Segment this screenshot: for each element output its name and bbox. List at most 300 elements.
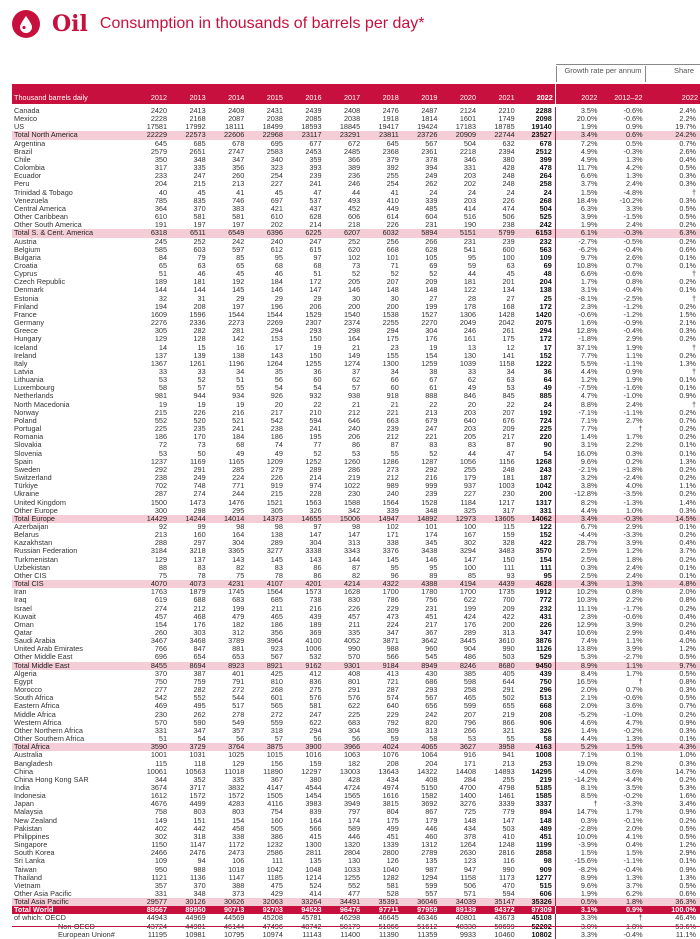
- share-value: 1.6%: [679, 791, 696, 801]
- year-value: 63: [506, 375, 515, 385]
- share-value: 1.4%: [679, 497, 696, 507]
- year-value: 44: [352, 187, 361, 197]
- year-value: 565: [270, 701, 283, 711]
- year-value: 6511: [169, 229, 208, 237]
- year-value: 1286: [382, 456, 399, 466]
- year-value: 357: [232, 725, 245, 735]
- year-value: 54: [313, 383, 322, 393]
- year-value: 33: [197, 367, 206, 376]
- year-value: 22: [506, 399, 515, 409]
- year-value: 1879: [189, 587, 206, 597]
- growth-value: -4.0%: [578, 766, 598, 776]
- growth-value: 0.5%: [555, 898, 599, 906]
- year-value: 2336: [189, 318, 206, 328]
- year-value: 589: [347, 823, 361, 833]
- row-label: Saudi Arabia: [14, 636, 56, 646]
- growth-value: 12.8%: [576, 326, 598, 336]
- year-value: 503: [502, 652, 515, 662]
- share-value: 3.7%: [679, 546, 696, 556]
- growth-value: 10.0%: [576, 831, 598, 841]
- year-value: 678: [232, 138, 245, 148]
- year-value: 370: [193, 880, 206, 890]
- year-value: 495: [193, 701, 206, 711]
- share-value: 1.5%: [679, 309, 696, 319]
- year-value: 204: [154, 179, 168, 189]
- year-value: 13003: [339, 766, 361, 776]
- row-label: Other Northern Africa: [14, 725, 83, 735]
- year-value: 14014: [208, 515, 247, 523]
- value-2022: 54: [517, 450, 556, 458]
- page-title-bar: [12, 8, 425, 40]
- row-label: Denmark: [14, 285, 44, 295]
- year-value: 249: [193, 473, 206, 483]
- growth-value: †: [638, 913, 643, 923]
- year-value: 126: [386, 856, 399, 866]
- year-value: 702: [154, 481, 168, 491]
- year-value: 228: [309, 489, 322, 499]
- year-value: 196: [270, 301, 283, 311]
- value-2022: 36: [517, 368, 556, 376]
- year-value: 43673: [494, 913, 515, 923]
- value-2022: 24: [517, 401, 556, 409]
- year-value: 748: [193, 481, 206, 491]
- year-value: 239: [502, 236, 515, 246]
- year-value: 289: [309, 464, 322, 474]
- year-value: 612: [270, 244, 283, 254]
- year-value: 235: [193, 424, 206, 434]
- year-value: 118: [194, 758, 206, 768]
- year-value: 567: [425, 138, 438, 148]
- year-value: 4388: [401, 580, 440, 588]
- share-value: 0.1%: [679, 285, 696, 295]
- year-value: 614: [386, 212, 399, 222]
- year-value: 57: [197, 383, 206, 393]
- row-label: Non-OECD: [58, 921, 95, 931]
- year-value: 98: [352, 521, 361, 531]
- year-value: 209: [502, 424, 515, 434]
- year-value: 323: [270, 163, 283, 173]
- year-value: 229: [386, 709, 399, 719]
- year-value: 503: [502, 823, 515, 833]
- year-value: 1540: [343, 309, 361, 319]
- row-label: Taiwan: [14, 864, 37, 874]
- growth-value: 1.2%: [580, 375, 598, 385]
- year-value: 1259: [421, 358, 438, 368]
- year-value: 1185: [267, 872, 283, 882]
- value-2022: 885: [517, 392, 556, 400]
- year-value: 216: [232, 407, 245, 417]
- row-label: United Arab Emirates: [14, 644, 83, 654]
- year-value: 460: [425, 831, 438, 841]
- row-label: European Union#: [58, 929, 115, 939]
- share-value: 0.5%: [679, 831, 696, 841]
- growth-value: 1.1%: [625, 350, 643, 360]
- year-value: 56: [236, 734, 245, 744]
- value-2022: 2288: [517, 107, 556, 115]
- year-value: 182: [232, 619, 245, 629]
- growth-value: -0.3%: [599, 515, 644, 523]
- year-value: 164: [347, 334, 361, 344]
- growth-value: -7.1%: [578, 407, 598, 417]
- value-2022: 138: [517, 286, 556, 294]
- consumption-table: [12, 84, 700, 939]
- year-value: 52: [197, 375, 206, 385]
- year-value: 387: [193, 668, 206, 678]
- year-value: 1248: [498, 840, 515, 850]
- year-value: 92703: [246, 906, 285, 914]
- year-value: 392: [386, 163, 399, 173]
- value-2022: 529: [517, 653, 556, 661]
- year-value: 506: [463, 880, 477, 890]
- growth-value: 9.6%: [580, 880, 598, 890]
- year-value: 393: [309, 163, 322, 173]
- year-value: 66: [390, 375, 399, 385]
- growth-value: 3.5%: [625, 782, 643, 792]
- year-value: 2038: [343, 114, 361, 124]
- year-value: 298: [193, 505, 206, 515]
- share-value: 2.0%: [679, 587, 696, 597]
- year-value: 274: [193, 489, 206, 499]
- year-value: 3627: [439, 743, 478, 751]
- year-value: 46: [197, 269, 206, 279]
- year-value: 273: [386, 464, 399, 474]
- share-value: 0.2%: [679, 220, 696, 230]
- year-value: 771: [232, 481, 245, 491]
- value-2022: 1420: [517, 311, 556, 319]
- year-value: 601: [270, 693, 283, 703]
- value-2022: 750: [517, 678, 556, 686]
- year-value: 292: [154, 464, 168, 474]
- value-2022: 1585: [517, 792, 556, 800]
- value-2022: 258: [517, 180, 556, 188]
- year-value: 199: [463, 603, 477, 613]
- growth-value: 1.7%: [580, 277, 598, 287]
- column-header: 2014: [208, 84, 247, 104]
- year-value: 1528: [421, 497, 438, 507]
- year-value: 2038: [266, 114, 283, 124]
- year-value: 4974: [382, 782, 399, 792]
- share-value: 14.5%: [645, 515, 700, 523]
- year-value: 388: [232, 880, 245, 890]
- year-value: 252: [347, 236, 361, 246]
- value-2022: 606: [517, 890, 556, 898]
- growth-value: -1.2%: [623, 309, 643, 319]
- year-value: 339: [425, 195, 438, 205]
- year-value: 990: [502, 644, 515, 654]
- share-value: 0.2%: [679, 473, 696, 483]
- year-value: 78: [197, 570, 206, 580]
- year-value: 521: [232, 415, 245, 425]
- growth-value: -2.8%: [578, 823, 598, 833]
- year-value: 1165: [228, 456, 245, 466]
- year-value: 3966: [324, 743, 363, 751]
- growth-value: 3.6%: [625, 701, 643, 711]
- year-value: 282: [193, 326, 206, 336]
- row-label: Peru: [14, 179, 30, 189]
- year-value: 1076: [382, 750, 399, 760]
- year-value: 247: [309, 709, 322, 719]
- year-value: 5799: [478, 229, 517, 237]
- year-value: 18845: [339, 122, 361, 132]
- share-value: 4.8%: [645, 580, 700, 588]
- growth-value: †: [638, 424, 643, 434]
- year-value: 1527: [421, 309, 438, 319]
- year-value: 93: [506, 570, 515, 580]
- year-value: 52: [429, 269, 438, 279]
- value-2022: 122: [517, 523, 556, 531]
- year-value: 598: [463, 676, 477, 686]
- share-value: 0.5%: [679, 693, 696, 703]
- share-value: 0.9%: [679, 807, 696, 817]
- year-value: 135: [425, 856, 438, 866]
- growth-value: 0.6%: [599, 131, 644, 139]
- value-2022: 268: [517, 197, 556, 205]
- growth-value: 2.9%: [625, 521, 643, 531]
- year-value: 23117: [285, 131, 324, 139]
- share-value: 19.7%: [675, 122, 696, 132]
- year-value: 10974: [262, 929, 283, 939]
- year-value: 1616: [382, 791, 399, 801]
- growth-value: -3.3%: [623, 530, 643, 540]
- year-value: 1209: [266, 456, 283, 466]
- year-value: 146: [347, 285, 361, 295]
- growth-value: 1.3%: [625, 171, 643, 181]
- year-value: 888: [425, 391, 438, 401]
- year-value: 83: [274, 562, 283, 572]
- year-value: 34: [236, 367, 245, 376]
- growth-value: 3.4%: [555, 131, 599, 139]
- year-value: 167: [463, 530, 477, 540]
- growth-value: 16.5%: [576, 676, 598, 686]
- share-value: 0.2%: [679, 236, 696, 246]
- year-value: 212: [347, 407, 361, 417]
- growth-value: 5.5%: [580, 358, 598, 368]
- year-value: 756: [425, 595, 438, 605]
- year-value: 378: [463, 831, 477, 841]
- share-value: 0.4%: [679, 538, 696, 548]
- year-value: 247: [193, 171, 206, 181]
- year-value: 672: [347, 138, 361, 148]
- year-value: 295: [232, 505, 245, 515]
- year-value: 676: [502, 415, 515, 425]
- growth-value: 3.0%: [580, 921, 598, 931]
- year-value: 2651: [189, 146, 206, 156]
- year-value: 685: [270, 595, 283, 605]
- growth-value: 2.9%: [625, 628, 643, 637]
- share-value: 0.2%: [679, 815, 696, 825]
- growth-value: -0.1%: [623, 815, 643, 825]
- row-label: Belgium: [14, 244, 41, 254]
- year-value: 668: [386, 244, 399, 254]
- year-value: 298: [347, 326, 361, 336]
- year-value: 9162: [285, 662, 324, 670]
- row-label: Poland: [14, 415, 37, 425]
- year-value: 207: [463, 709, 477, 719]
- year-value: 233: [154, 171, 168, 181]
- value-2022: 331: [517, 507, 556, 515]
- year-value: 95: [429, 562, 438, 572]
- year-value: 97959: [401, 906, 440, 914]
- share-value: 1.1%: [679, 481, 696, 491]
- year-value: 2431: [266, 106, 283, 115]
- share-value: 0.2%: [679, 277, 696, 287]
- value-2022: 172: [517, 335, 556, 343]
- year-value: 1400: [459, 791, 477, 801]
- year-value: 105: [425, 252, 438, 262]
- year-value: 302: [463, 538, 477, 548]
- share-value: 0.5%: [679, 203, 696, 213]
- year-value: 1255: [343, 872, 361, 882]
- year-value: 9301: [324, 662, 363, 670]
- year-value: 8921: [246, 662, 285, 670]
- year-value: 786: [386, 595, 399, 605]
- year-value: 385: [463, 668, 477, 678]
- year-value: 154: [425, 350, 438, 360]
- year-value: 49: [236, 448, 245, 458]
- value-2022: 3337: [517, 800, 556, 808]
- growth-value: -1.8%: [578, 334, 598, 344]
- year-value: 653: [232, 652, 245, 662]
- growth-value: 4.3%: [555, 580, 599, 588]
- year-value: 428: [502, 163, 515, 173]
- year-value: 1367: [150, 358, 168, 368]
- share-value: 9.7%: [645, 662, 700, 670]
- year-value: 138: [232, 350, 245, 360]
- year-value: 144: [154, 285, 168, 295]
- year-value: 4231: [208, 580, 247, 588]
- value-2022: 154: [517, 556, 556, 564]
- year-value: 226: [502, 195, 515, 205]
- year-value: 1505: [266, 791, 283, 801]
- year-value: 48742: [301, 921, 322, 931]
- year-value: 477: [347, 889, 361, 898]
- share-value: 1.0%: [679, 750, 696, 760]
- growth-value: 8.9%: [555, 662, 599, 670]
- column-header: 2016: [285, 84, 324, 104]
- year-value: 174: [425, 530, 438, 540]
- row-label: Eastern Africa: [14, 701, 60, 711]
- year-value: 14892: [401, 515, 440, 523]
- year-value: 129: [232, 758, 245, 768]
- year-value: 30: [352, 293, 361, 303]
- oil-drop-icon: [12, 10, 40, 38]
- year-value: 139: [193, 350, 206, 360]
- year-value: 266: [425, 236, 438, 246]
- year-value: 4100: [305, 636, 322, 646]
- year-value: 45: [274, 187, 283, 197]
- year-value: 18499: [262, 122, 283, 132]
- year-value: 242: [425, 709, 438, 719]
- value-2022: 504: [517, 205, 556, 213]
- year-value: 366: [347, 154, 361, 164]
- year-value: 549: [232, 717, 245, 727]
- year-value: 134: [502, 285, 515, 295]
- year-value: 82: [352, 570, 361, 580]
- year-value: 3218: [189, 546, 206, 556]
- growth-value: 5.3%: [580, 652, 598, 662]
- value-2022: 24: [517, 189, 556, 197]
- year-value: 570: [154, 717, 168, 727]
- year-value: 1056: [459, 456, 477, 466]
- year-value: 2800: [382, 848, 399, 858]
- growth-value: 1.9%: [580, 889, 598, 898]
- year-value: 1033: [343, 864, 361, 874]
- row-label: China Hong Kong SAR: [14, 774, 89, 784]
- year-value: 45: [506, 269, 515, 279]
- year-value: 73: [197, 440, 206, 450]
- year-value: 99: [197, 521, 206, 531]
- growth-value: 3.9%: [625, 644, 643, 654]
- year-value: 348: [193, 154, 206, 164]
- year-value: 410: [502, 831, 515, 841]
- year-value: 204: [425, 758, 438, 768]
- growth-value: 4.7%: [625, 717, 643, 727]
- year-value: 988: [193, 864, 206, 874]
- growth-value: 1.1%: [599, 662, 644, 670]
- growth-value: 2.6%: [625, 252, 643, 262]
- year-value: 213: [154, 530, 168, 540]
- column-header: 2022: [645, 84, 700, 104]
- year-value: 102: [347, 252, 361, 262]
- year-value: 3789: [228, 636, 245, 646]
- year-value: 83: [197, 562, 206, 572]
- year-value: 200: [347, 301, 361, 311]
- year-value: 143: [270, 350, 283, 360]
- year-value: 389: [347, 163, 361, 173]
- year-value: 2473: [228, 848, 245, 858]
- growth-value: 0.1%: [625, 750, 643, 760]
- year-value: 1749: [498, 114, 515, 124]
- year-value: 405: [502, 668, 515, 678]
- year-value: 348: [193, 889, 206, 898]
- year-value: 101: [425, 521, 438, 531]
- year-value: 147: [502, 815, 515, 825]
- year-value: 281: [232, 326, 245, 336]
- row-label: Australia: [14, 750, 43, 760]
- value-2022: 2075: [517, 319, 556, 327]
- year-value: 1158: [498, 358, 515, 368]
- year-value: 195: [309, 432, 322, 442]
- growth-value: -10.2%: [619, 195, 643, 205]
- growth-value: -8.1%: [578, 293, 598, 303]
- year-value: 342: [347, 505, 361, 515]
- year-value: 567: [270, 652, 283, 662]
- year-value: 17: [274, 342, 283, 352]
- year-value: 866: [502, 717, 515, 727]
- year-value: 8455: [130, 662, 169, 670]
- row-label: Türkiye: [14, 481, 38, 491]
- year-value: 644: [502, 676, 515, 686]
- year-value: 3277: [266, 546, 283, 556]
- growth-value: 2.4%: [625, 399, 643, 409]
- year-value: 1320: [343, 840, 361, 850]
- year-value: 3964: [266, 636, 283, 646]
- row-label: Sweden: [14, 464, 41, 474]
- share-value: 0.5%: [679, 163, 696, 173]
- growth-value: 1.3%: [625, 734, 643, 744]
- year-value: 516: [463, 212, 477, 222]
- year-value: 202: [463, 179, 477, 189]
- share-value: 0.1%: [679, 521, 696, 531]
- year-value: 576: [347, 693, 361, 703]
- year-value: 230: [154, 709, 168, 719]
- year-value: 413: [386, 668, 399, 678]
- year-value: 207: [386, 277, 399, 287]
- year-value: 326: [309, 505, 322, 515]
- year-value: 57: [352, 383, 361, 393]
- year-value: 1312: [421, 840, 438, 850]
- year-value: 499: [386, 823, 399, 833]
